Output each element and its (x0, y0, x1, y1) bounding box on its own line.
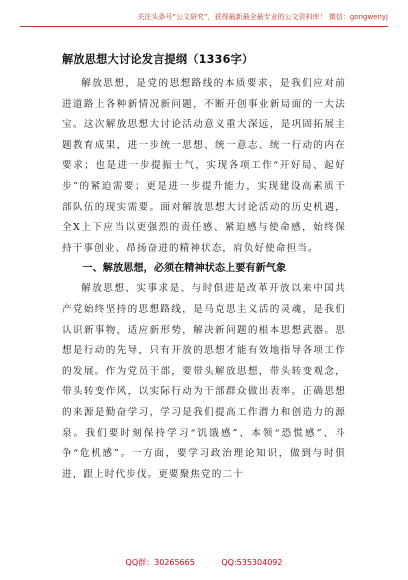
footer-qq-group: QQ群：30265665 (125, 558, 195, 567)
footer-contact (0, 557, 408, 569)
section-paragraph-1: 解放思想、实事求是、与时俱进是改革开放以来中国共产党始终坚持的思想路线，是马克思主义活的灵魂，是我们认识新事物，适应新形势，解决新问题的根本思想武器。思想是行动的先导，只有开放的思想才能有效地指导各项工作的发展。作为党员干部，要带头解放思想，带头转变观念，带头转变作风，以实际行动为干部群众做出表率。正确思想的来源是勤奋学习，学习是我们提高工作潜力和创造力的源泉。我们要时刻保持学习“饥饿感”、本领“恐慌感”、斗争“危机感”。一方面，要学习政治理论知识，做到与时俱进，跟上时代步伐。更要聚焦党的二十 (62, 283, 346, 480)
document-title: 解放思想大讨论发言提纲（1336字） (62, 53, 254, 66)
section-heading-1: 一、解放思想，必须在精神状态上要有新气象 (82, 263, 287, 275)
footer-qq: QQ:535304092 (221, 558, 283, 567)
header-banner: 关注头条号“公文研究”，获得最新最全最专业的公文资料库！ 微信：gongwenyj (20, 12, 388, 27)
document-body (62, 52, 346, 485)
intro-paragraph: 解放思想，是党的思想路线的本质要求，是我们应对前进道路上各种新情况新问题，不断开创事业新局面的一大法宝。这次解放思想大讨论活动意义重大深远，是巩固拓展主题教育成果，进一步统一思想、统一意志、统一行动的内在要求；也是进一步提振士气，实现各项工作“开好局、起好步”的紧迫需要；更是进一步提升能力，实现建设高素质干部队伍的现实需要。面对解放思想大讨论活动的历史机遇，全X上下应当以更强烈的责任感、紧迫感与使命感，始终保持干事创业、昂扬奋进的精神状态，肩负好使命担当。 (62, 78, 346, 254)
